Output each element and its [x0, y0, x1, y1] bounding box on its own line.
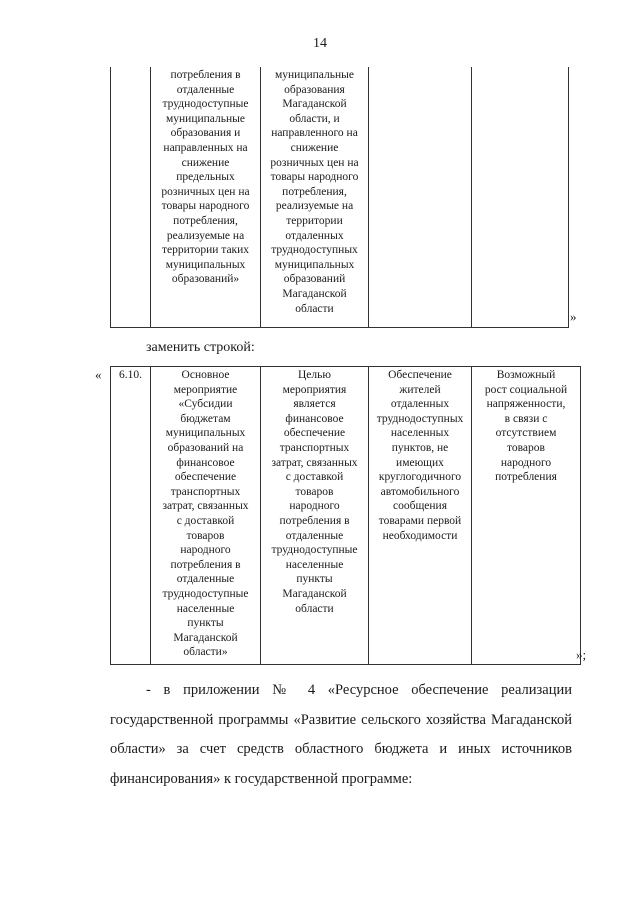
opening-quote-new-row: «: [95, 367, 102, 382]
paragraph-line: финансирования» к государственной программе:: [110, 770, 413, 787]
table-cell-risk: Возможный рост социальной напряженности, в связи с отсутствием товаров народного потребления: [472, 367, 581, 665]
table-row: [111, 67, 569, 328]
table-cell-goal: Целью мероприятия является финансовое обеспечение транспортных затрат, связанных с доставкой товаров народного потребления в отдаленные труднодоступные населенные пункты Магаданской области: [261, 367, 369, 665]
table-cell-result: [369, 67, 472, 328]
table-cell-number: 6.10.: [111, 367, 151, 665]
table-cell-number: [111, 67, 151, 328]
page-number: 14: [313, 36, 327, 51]
table-cell-result: Обеспечение жителей отдаленных труднодоступных населенных пунктов, не имеющих круглогодичного автомобильного сообщения товарами первой необходимости: [369, 367, 472, 665]
paragraph-line: - в приложении № 4 «Ресурсное обеспечение реализации: [146, 682, 572, 698]
replace-instruction: заменить строкой:: [146, 340, 255, 355]
table-row: [111, 367, 581, 665]
closing-quote-top: »: [570, 309, 577, 324]
table-cell-risk: [472, 67, 569, 328]
table-cell-goal: муниципальные образования Магаданской области, и направленного на снижение розничных цен на товары народного потребления, реализуемые на территории отдаленных труднодоступных муниципальных образований Магаданской области: [261, 67, 369, 328]
body-paragraph: [110, 676, 572, 794]
table-cell-event: Основное мероприятие «Субсидии бюджетам муниципальных образований на финансовое обеспечение транспортных затрат, связанных с доставкой товаров народного потребления в отдаленные труднодоступные населенные пункты Магаданской области»: [151, 367, 261, 665]
closing-quote-new-row: »;: [576, 647, 587, 662]
paragraph-line: области» за счет средств областного бюджета и иных источников: [110, 741, 572, 757]
table-new-row: [110, 366, 581, 665]
paragraph-line: государственной программы «Развитие сельского хозяйства Магаданской: [110, 711, 572, 728]
table-fragment-top: [110, 67, 569, 328]
table-cell-event: потребления в отдаленные труднодоступные муниципальные образования и направленных на снижение предельных розничных цен на товары народного потребления, реализуемые на территории таких муниципальных образований»: [151, 67, 261, 328]
